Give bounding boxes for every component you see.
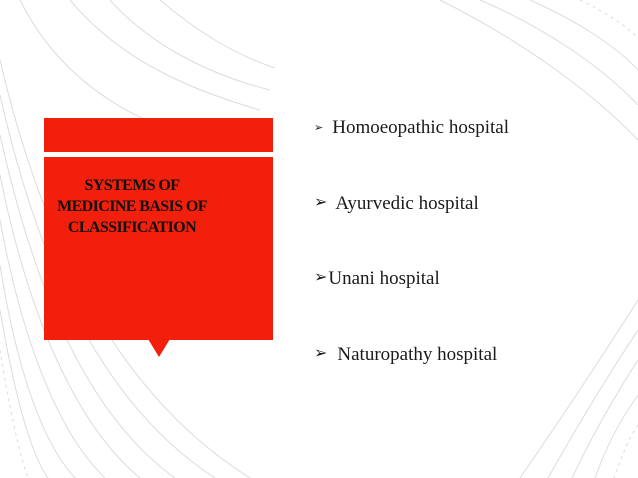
bullet-text: Homoeopathic hospital <box>332 117 509 138</box>
arrowhead-bullet-icon: ➢ <box>314 269 328 286</box>
bullet-item <box>314 191 479 216</box>
bullet-item <box>314 266 440 291</box>
arrowhead-bullet-icon: ➢ <box>314 122 324 134</box>
bullet-text: Unani hospital <box>328 268 440 289</box>
bullet-item <box>314 116 509 140</box>
bullet-text: Naturopathy hospital <box>337 344 498 365</box>
arrowhead-bullet-icon: ➢ <box>314 345 328 362</box>
arrowhead-bullet-icon: ➢ <box>314 194 328 211</box>
pointer-triangle <box>148 339 170 357</box>
bullet-item <box>314 342 497 367</box>
slide-title: SYSTEMS OF MEDICINE BASIS OF CLASSIFICATION <box>57 177 207 236</box>
bullet-text: Ayurvedic hospital <box>335 193 479 214</box>
accent-bar <box>44 118 273 152</box>
